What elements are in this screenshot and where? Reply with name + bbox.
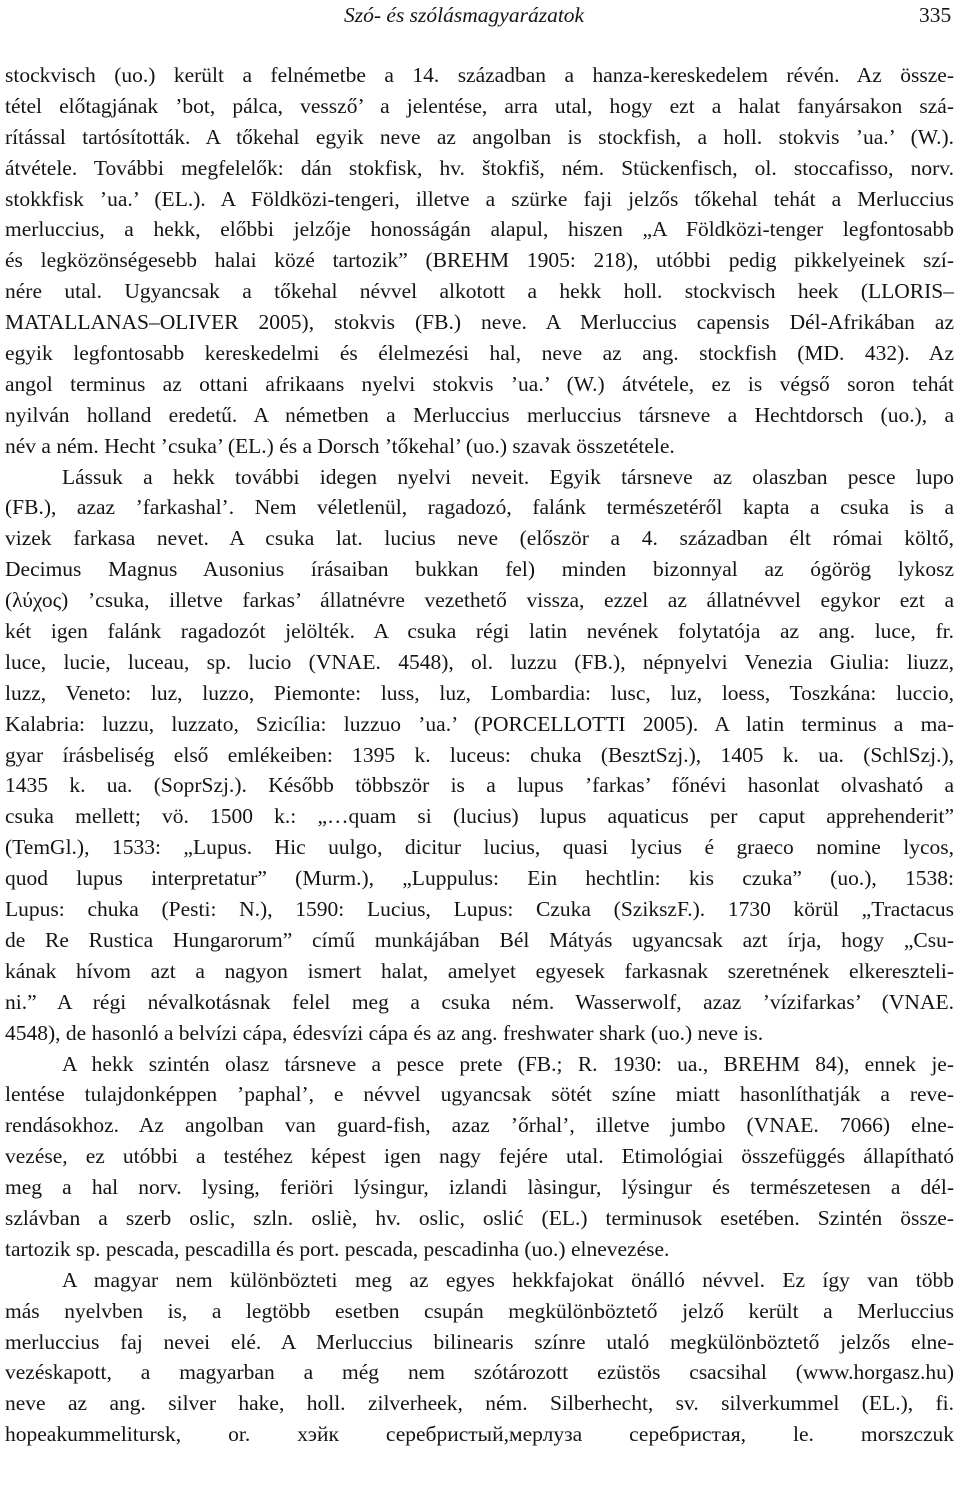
text-line: ni.” A régi névalkotásnak felel meg a csuka ném. Wasserwolf, azaz ’vízifarkas’ (VNAE. — [5, 989, 954, 1014]
text-line: csuka mellett; vö. 1500 k.: „…quam si (lucius) lupus aquaticus per caput apprehenderit” — [5, 804, 954, 829]
text-line: gyar írásbeliség első emlékeiben: 1395 k. luceus: chuka (BesztSzj.), 1405 k. ua. (SchlSzj.), — [5, 742, 954, 767]
text-line: de Re Rustica Hungarorum” című munkájában Bél Mátyás ugyancsak azt írja, hogy „Csu- — [5, 927, 954, 952]
text-line: vezéskapott, a magyarban a még nem szótározott ezüstös csacsihal (www.horgasz.hu) — [5, 1360, 954, 1385]
text-line: és legközönségesebb halai közé tartozik” (BREHM 1905: 218), utóbbi pedig pikkelyeinek szí- — [5, 248, 954, 273]
text-line: rítással tartósították. A tőkehal egyik neve az angolban is stockfish, a holl. stokvis ’ua.’ (W.). — [5, 124, 954, 149]
text-line: átvétele. További megfelelők: dán stokfisk, hv. štokfiš, ném. Stückenfisch, ol. stoccafisso, norv. — [5, 155, 954, 180]
text-line: angol terminus az ottani afrikaans nyelvi stokvis ’ua.’ (W.) átvétele, ez is végső soron tehát — [5, 371, 954, 396]
text-line: (λύχος) ’csuka, illetve farkas’ állatnévre vezethető vissza, ezzel az állatnévvel egykor ezt a — [5, 588, 954, 613]
body-text — [5, 60, 954, 1450]
text-line: meg a hal norv. lysing, feriöri lýsingur, izlandi làsingur, lýsingur és természetesen a dél- — [5, 1175, 954, 1200]
text-line: A magyar nem különbözteti meg az egyes hekkfajokat önálló névvel. Ez így van több — [62, 1267, 954, 1292]
text-line: Lássuk a hekk további idegen nyelvi neveit. Egyik társneve az olaszban pesce lupo — [62, 464, 954, 489]
text-line: tartozik sp. pescada, pescadilla és port. pescada, pescadinha (uo.) elnevezése. — [5, 1236, 670, 1261]
running-title: Szó- és szólásmagyarázatok — [344, 3, 585, 27]
text-line: név a ném. Hecht ’csuka’ (EL.) és a Dorsch ’tőkehal’ (uo.) szavak összetétele. — [5, 433, 675, 458]
text-line: két igen falánk ragadozót jelölték. A csuka régi latin nevének folytatója az ang. luce, fr. — [5, 619, 954, 644]
text-line: MATALLANAS–OLIVER 2005), stokvis (FB.) neve. A Merluccius capensis Dél-Afrikában az — [5, 310, 954, 335]
page-number: 335 — [919, 3, 952, 27]
text-line: tétel előtagjának ’bot, pálca, vessző’ a jelentése, arra utal, hogy ezt a halat fanyársakon szá- — [5, 93, 954, 118]
text-line: quod lupus interpretatur” (Murm.), „Luppulus: Ein hechtlin: kis czuka” (uo.), 1538: — [5, 866, 954, 891]
text-line: 1435 k. ua. (SoprSzj.). Később többször is a lupus ’farkas’ főnévi hasonlat olvasható a — [5, 773, 954, 798]
text-line: stokkfisk ’ua.’ (EL.). A Földközi-tengeri, illetve a szürke faji jelzős tőkehal tehát a Merluccius — [5, 186, 954, 211]
page-header — [0, 0, 960, 40]
text-line: (TemGl.), 1533: „Lupus. Hic uulgo, dicitur lucius, quasi lycius é graeco nomine lycos, — [5, 835, 954, 860]
text-line: rendásokhoz. Az angolban van guard-fish, azaz ’őrhal’, illetve jumbo (VNAE. 7066) elne- — [5, 1113, 954, 1138]
text-line: kának hívom azt a nagyon ismert halat, amelyet egyesek farkasnak szeretnének elkereszteli- — [5, 958, 954, 983]
text-line: stockvisch (uo.) került a felnémetbe a 14. században a hanza-kereskedelem révén. Az össze- — [5, 63, 954, 87]
text-line: nére utal. Ugyancsak a tőkehal névvel alkotott a hekk holl. stockvisch heek (LLORIS– — [5, 279, 954, 304]
text-line: neve az ang. silver hake, holl. zilverheek, ném. Silberhecht, sv. silverkummel (EL.), fi. — [5, 1391, 954, 1416]
text-line: vezése, ez utóbbi a testéhez képest igen nagy fejére utal. Etimológiai összefüggés állapítható — [5, 1144, 954, 1169]
text-line: luzz, Veneto: luz, luzzo, Piemonte: luss, luz, Lombardia: lusc, luz, loess, Toszkána: luccio, — [5, 680, 954, 705]
text-line: vizek farkasa nevet. A csuka lat. lucius neve (először a 4. században élt római költő, — [5, 526, 954, 551]
text-line: (FB.), azaz ’farkashal’. Nem véletlenül, ragadozó, falánk természetéről kapta a csuka is a — [5, 495, 954, 520]
text-line: 4548), de hasonló a belvízi cápa, édesvízi cápa és az ang. freshwater shark (uo.) neve is. — [5, 1020, 764, 1045]
text-line: hopeakummelitursk, or. хэйк серебристый,мерлуза серебристая, le. morszczuk — [5, 1422, 954, 1447]
text-line: luce, lucie, luceau, sp. lucio (VNAE. 4548), ol. luzzu (FB.), népnyelvi Venezia Giulia: liuzz, — [5, 649, 954, 674]
text-line: nyilván holland eredetű. A németben a Merluccius merluccius társneve a Hechtdorsch (uo.), a — [5, 402, 954, 427]
text-line: A hekk szintén olasz társneve a pesce prete (FB.; R. 1930: ua., BREHM 84), ennek je- — [62, 1051, 954, 1076]
text-line: lentése tulajdonképpen ’paphal’, e névvel ugyancsak sötét színe miatt hasonlíthatják a reve- — [5, 1082, 954, 1107]
text-line: egyik legfontosabb kereskedelmi és élelmezési hal, neve az ang. stockfish (MD. 432). Az — [5, 341, 954, 366]
text-line: Decimus Magnus Ausonius írásaiban bukkan fel) minden bizonnyal az ógörög lykosz — [5, 557, 954, 582]
text-line: szlávban a szerb oslic, szln. osliè, hv. oslic, oslić (EL.) terminusok esetében. Szintén össze- — [5, 1205, 954, 1230]
text-line: Kalabria: luzzu, luzzato, Szicília: luzzuo ’ua.’ (PORCELLOTTI 2005). A latin terminus a ma- — [5, 711, 954, 736]
text-line: más nyelvben is, a legtöbb esetben csupán megkülönböztető jelző került a Merluccius — [5, 1298, 954, 1323]
text-line: Lupus: chuka (Pesti: N.), 1590: Lucius, Lupus: Czuka (SzikszF.). 1730 körül „Tractacus — [5, 897, 954, 922]
text-line: merluccius, a hekk, előbbi jelzője honosságán alapul, hiszen „A Földközi-tenger legfontosabb — [5, 217, 954, 242]
text-line: merluccius faj nevei elé. A Merluccius bilinearis színre utaló megkülönböztető jelzős elne- — [5, 1329, 954, 1354]
